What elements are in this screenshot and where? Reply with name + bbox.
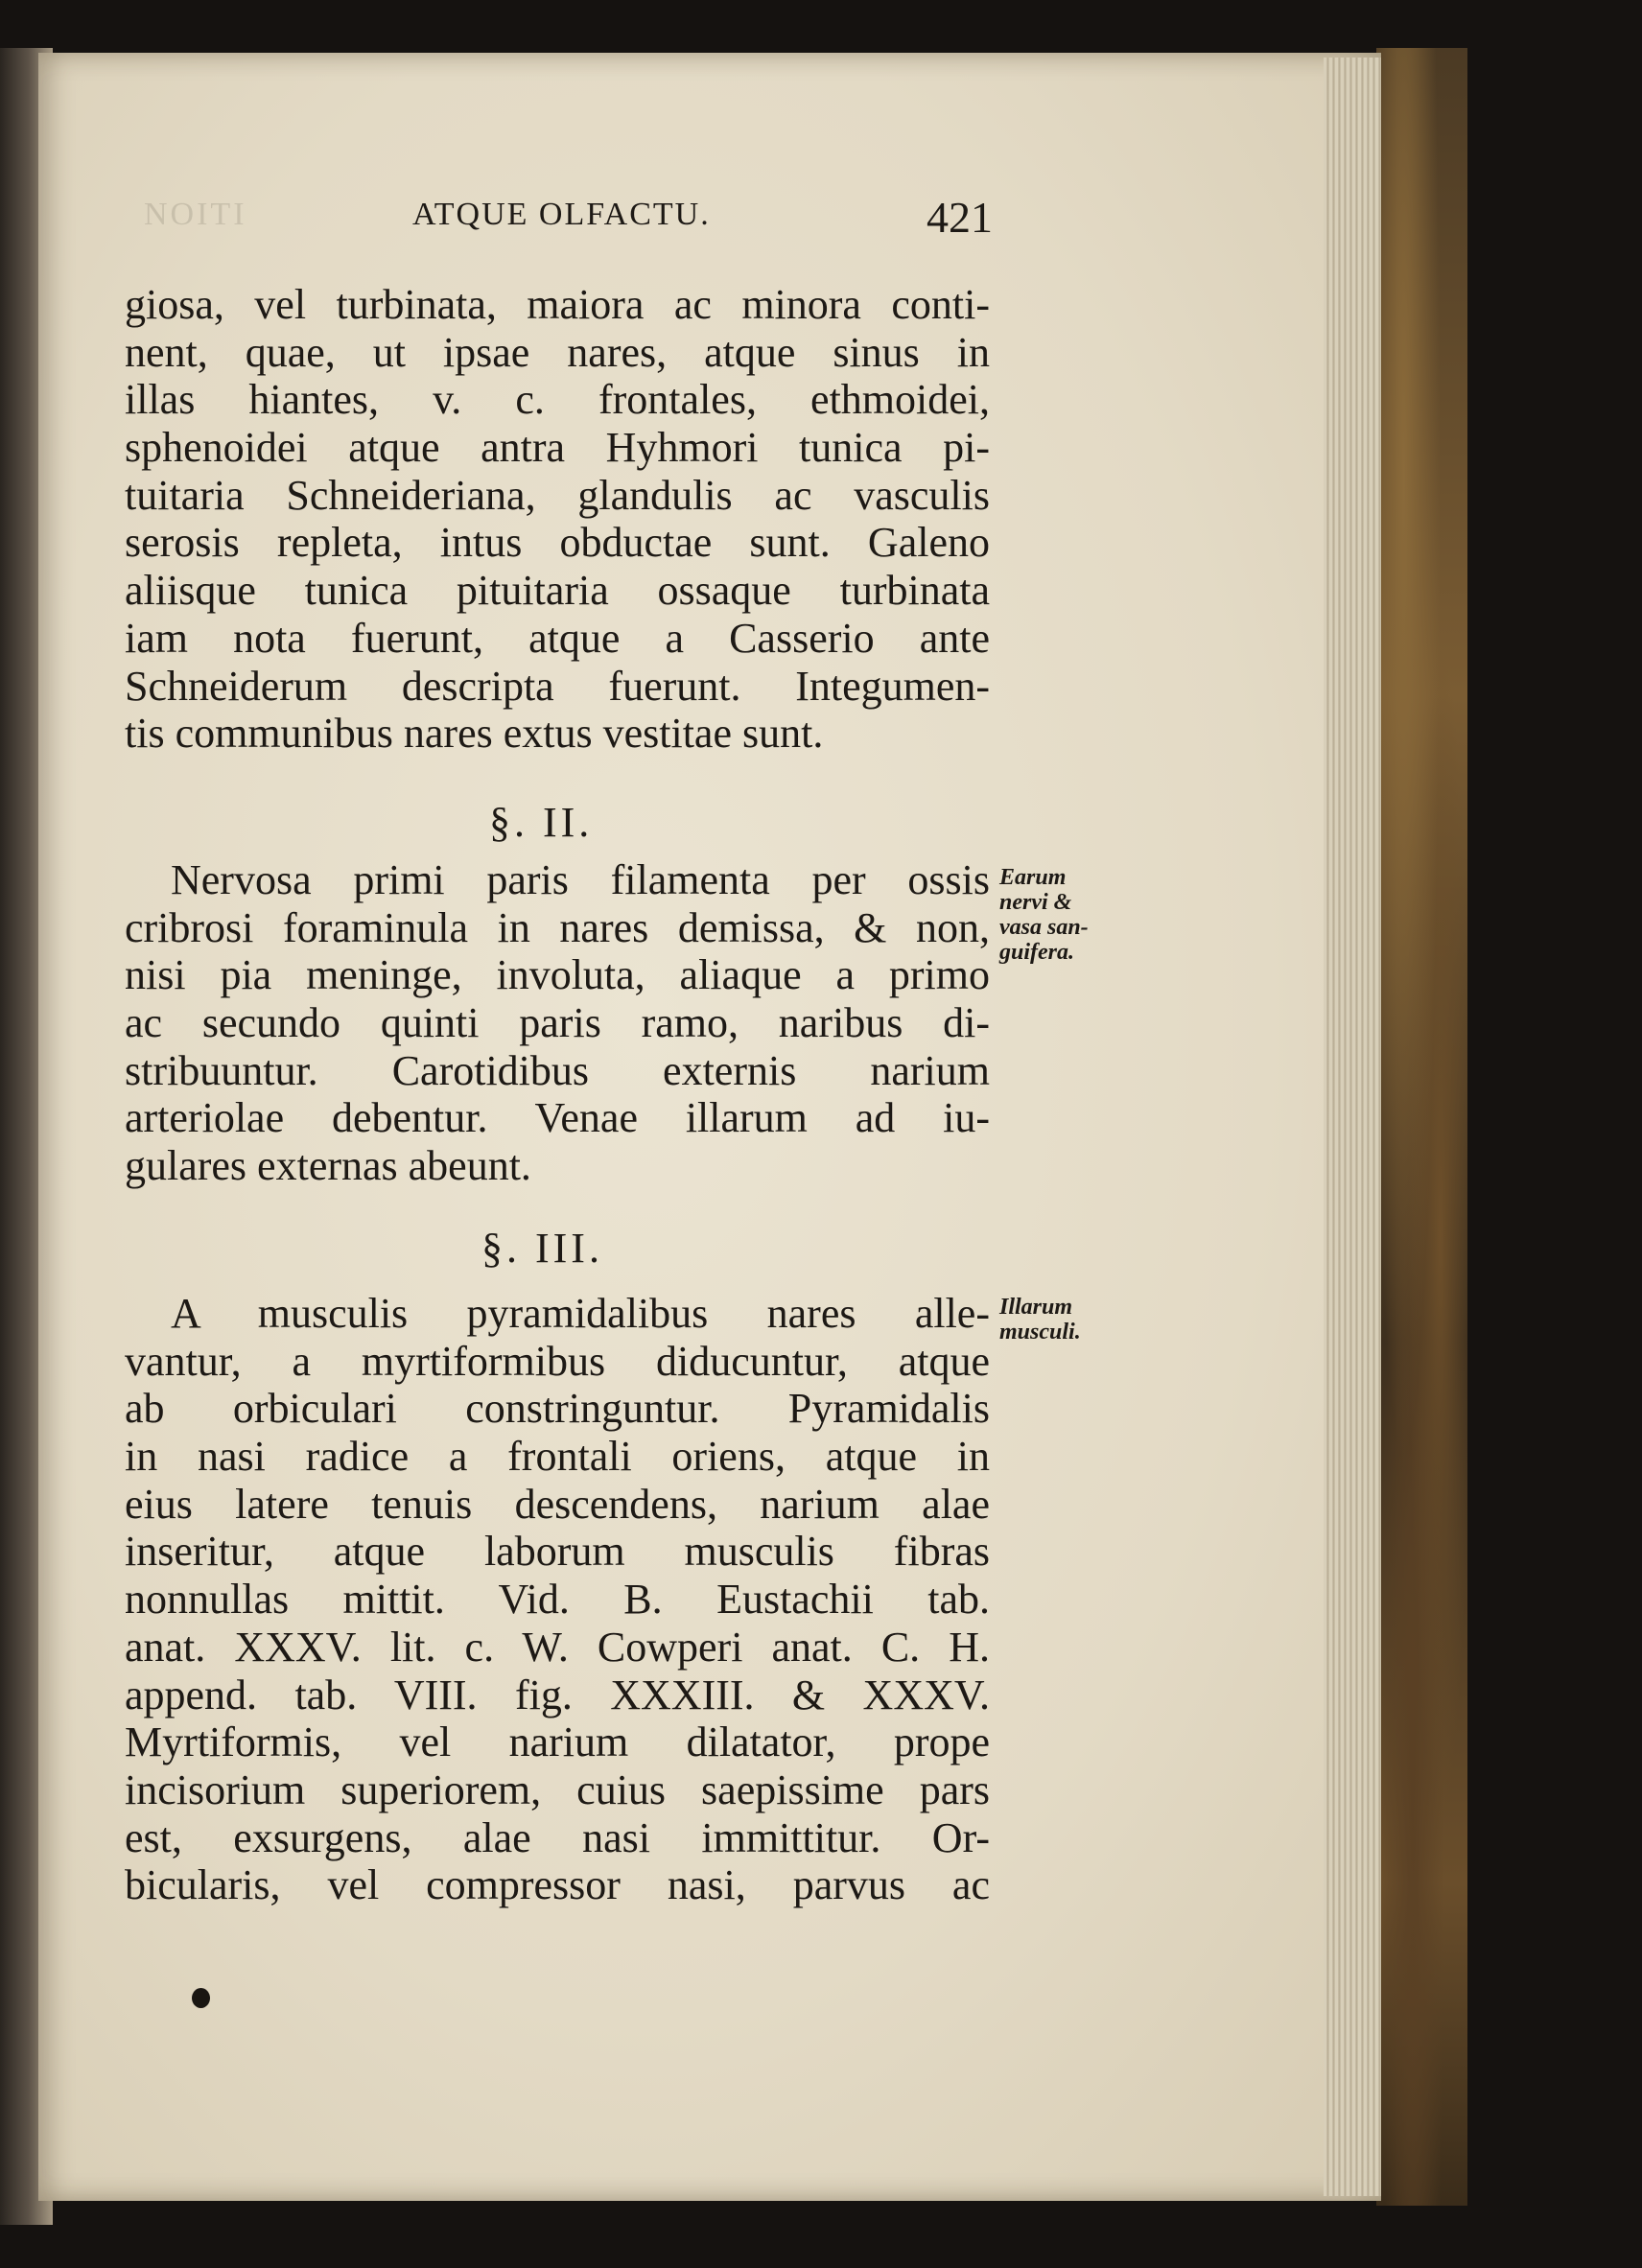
marginal-note-line: musculi.: [999, 1320, 1081, 1344]
show-through-text: NOITI: [144, 197, 247, 232]
text-line: anat. XXXV. lit. c. W. Cowperi anat. C. H.: [125, 1623, 990, 1671]
marginal-note-3: [999, 1295, 1081, 1344]
text-line: illas hiantes, v. c. frontales, ethmoidei,: [125, 376, 990, 424]
text-line: inseritur, atque laborum musculis fibras: [125, 1528, 990, 1576]
text-line: ac secundo quinti paris ramo, naribus di-: [125, 999, 990, 1047]
paragraph-section-2: [125, 856, 990, 1190]
text-line: sphenoidei atque antra Hyhmori tunica pi-: [125, 424, 990, 472]
text-line: nisi pia meninge, involuta, aliaque a primo: [125, 951, 990, 999]
page-edges: [1324, 58, 1381, 2196]
ink-blot: [192, 1988, 210, 2008]
marginal-note-line: Earum: [999, 865, 1067, 890]
text-line: tis communibus nares extus vestitae sunt.: [125, 710, 824, 758]
text-line: serosis repleta, intus obductae sunt. Galeno: [125, 519, 990, 567]
text-line: ab orbiculari constringuntur. Pyramidalis: [125, 1385, 990, 1433]
text-line: vantur, a myrtiformibus diducuntur, atque: [125, 1337, 990, 1385]
text-line: cribrosi foraminula in nares demissa, & non,: [125, 903, 990, 951]
text-line: bicularis, vel compressor nasi, parvus ac: [125, 1861, 990, 1909]
text-line: Schneiderum descripta fuerunt. Integumen-: [125, 662, 990, 710]
paragraph-1: [125, 281, 990, 758]
text-line: A musculis pyramidalibus nares alle-: [171, 1290, 990, 1337]
marginal-note-line: guifera.: [999, 940, 1074, 965]
text-line: gulares externas abeunt.: [125, 1142, 531, 1190]
text-line: arteriolae debentur. Venae illarum ad iu-: [125, 1094, 990, 1142]
marginal-note-line: nervi &: [999, 890, 1072, 915]
paragraph-section-3: [125, 1290, 990, 1909]
marginal-note-2: [999, 865, 1089, 965]
section-heading-2: §. II.: [489, 799, 594, 846]
marbled-cover: [1376, 48, 1467, 2206]
running-head: ATQUE OLFACTU.: [412, 197, 711, 232]
text-line: aliisque tunica pituitaria ossaque turbinata: [125, 567, 990, 615]
text-line: append. tab. VIII. fig. XXXIII. & XXXV.: [125, 1671, 990, 1719]
text-line: tuitaria Schneideriana, glandulis ac vasculis: [125, 471, 990, 519]
text-line: eius latere tenuis descendens, narium alae: [125, 1480, 990, 1528]
text-line: incisorium superiorem, cuius saepissime pars: [125, 1765, 990, 1813]
text-line: nent, quae, ut ipsae nares, atque sinus in: [125, 328, 990, 376]
text-line: stribuuntur. Carotidibus externis narium: [125, 1046, 990, 1094]
text-line: giosa, vel turbinata, maiora ac minora conti-: [125, 281, 990, 328]
text-line: iam nota fuerunt, atque a Casserio ante: [125, 614, 990, 662]
text-line: Myrtiformis, vel narium dilatator, prope: [125, 1719, 990, 1766]
text-line: in nasi radice a frontali oriens, atque in: [125, 1433, 990, 1481]
text-line: Nervosa primi paris filamenta per ossis: [171, 856, 990, 903]
section-heading-3: §. III.: [481, 1225, 603, 1272]
marginal-note-line: Illarum: [999, 1295, 1073, 1320]
text-line: nonnullas mittit. Vid. B. Eustachii tab.: [125, 1576, 990, 1624]
page-number: 421: [927, 193, 993, 242]
text-line: est, exsurgens, alae nasi immittitur. Or-: [125, 1813, 990, 1861]
marginal-note-line: vasa san-: [999, 915, 1089, 940]
